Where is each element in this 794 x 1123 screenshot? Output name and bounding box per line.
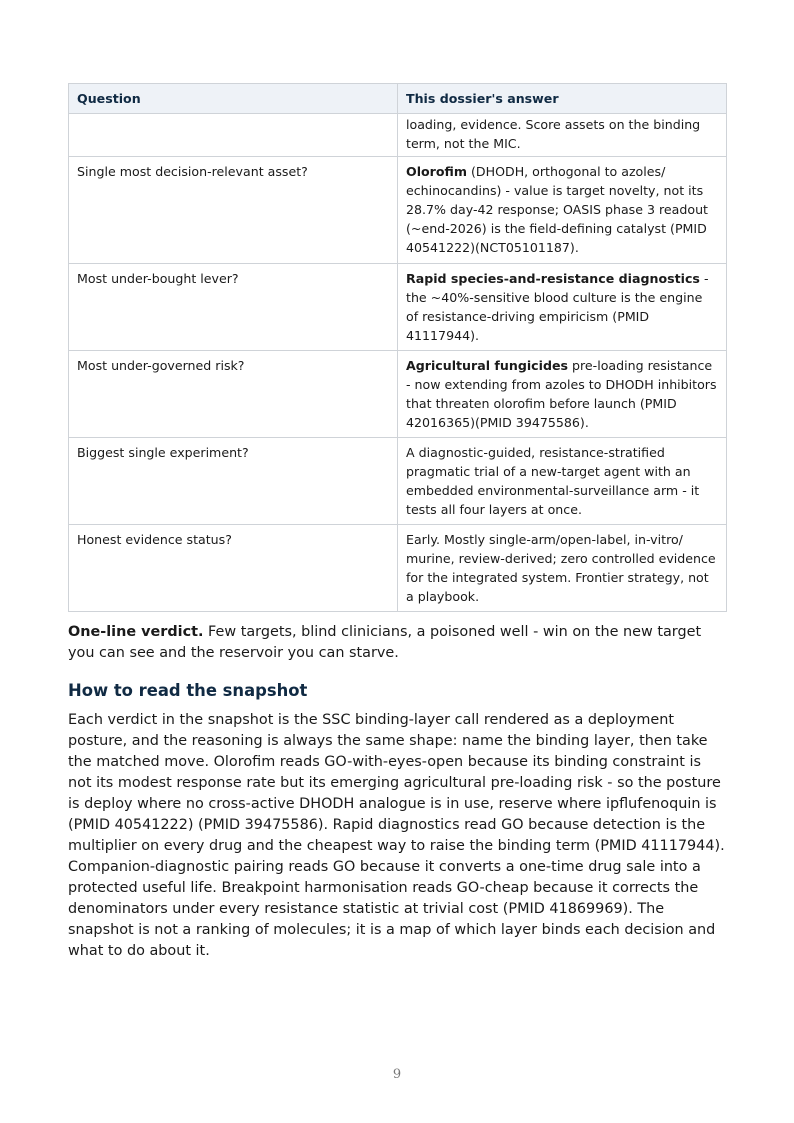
answer-lead: Olorofim — [406, 164, 467, 179]
question-answer-table — [68, 83, 727, 612]
section-heading: How to read the snapshot — [68, 681, 308, 700]
question-cell: Biggest single experiment? — [69, 438, 398, 525]
answer-text: loading, evidence. Score assets on the binding term, not the MIC. — [406, 117, 701, 151]
page-content — [68, 83, 726, 976]
answer-text: pre-loading resistance - now extending from azoles to DHODH inhibitors that threaten olorofim before launch (PMID 42016365)(PMID 39475586). — [406, 358, 717, 430]
table-row — [69, 157, 727, 264]
table-row — [69, 351, 727, 438]
verdict-lead: One-line verdict. — [68, 624, 204, 640]
answer-text: A diagnostic-guided, resistance-stratified pragmatic trial of a new-target agent with an embedded environmental-surveillance arm - it tests all four layers at once. — [406, 445, 700, 517]
table-row — [69, 264, 727, 351]
table-row — [69, 525, 727, 612]
column-header-answer: This dossier's answer — [398, 84, 727, 114]
table-row — [69, 114, 727, 157]
verdict-text: Few targets, blind clinicians, a poisoned well - win on the new target you can see and the reservoir you can starve. — [68, 624, 702, 661]
page-number: 9 — [392, 1067, 402, 1082]
question-cell — [69, 114, 398, 157]
answer-lead: Rapid species-and-resistance diagnostics — [406, 271, 700, 286]
one-line-verdict — [68, 622, 726, 664]
answer-cell — [398, 438, 727, 525]
table-row — [69, 438, 727, 525]
question-cell: Most under-governed risk? — [69, 351, 398, 438]
question-cell: Most under-bought lever? — [69, 264, 398, 351]
section-body: Each verdict in the snapshot is the SSC binding-layer call rendered as a deployment posture, and the reasoning is always the same shape: name the binding layer, then take the matched move. Olorofim reads GO-with-eyes-open because its binding constraint is not its modest response rate but its emerging agricultural pre-loading risk - so the posture is deploy where no cross-active DHODH analogue is in use, reserve where ipflufenoquin is (PMID 40541222) (PMID 39475586). Rapid diagnostics read GO because detection is the multiplier on every drug and the cheapest way to raise the binding term (PMID 41117944). Companion-diagnostic pairing reads GO because it converts a one-time drug sale into a protected useful life. Breakpoint harmonisation reads GO-cheap because it corrects the denominators under every resistance statistic at trivial cost (PMID 41869969). The snapshot is not a ranking of molecules; it is a map of which layer binds each decision and what to do about it. — [68, 712, 725, 959]
answer-cell — [398, 114, 727, 157]
answer-cell — [398, 525, 727, 612]
question-cell: Single most decision-relevant asset? — [69, 157, 398, 264]
column-header-question: Question — [69, 84, 398, 114]
answer-lead: Agricultural fungicides — [406, 358, 569, 373]
answer-text: (DHODH, orthogonal to azoles/ echinocandins) - value is target novelty, not its 28.7% day-42 response; OASIS phase 3 readout (~end-2026) is the field-defining catalyst (PMID 40541222)(NCT05101187). — [406, 164, 708, 255]
answer-cell — [398, 264, 727, 351]
question-cell: Honest evidence status? — [69, 525, 398, 612]
answer-text: - the ~40%-sensitive blood culture is the engine of resistance-driving empiricism (PMID 41117944). — [406, 271, 709, 343]
answer-text: Early. Mostly single-arm/open-label, in-vitro/ murine, review-derived; zero controlled evidence for the integrated system. Frontier strategy, not a playbook. — [406, 532, 716, 604]
table-header-row — [69, 84, 727, 114]
answer-cell — [398, 157, 727, 264]
answer-cell — [398, 351, 727, 438]
